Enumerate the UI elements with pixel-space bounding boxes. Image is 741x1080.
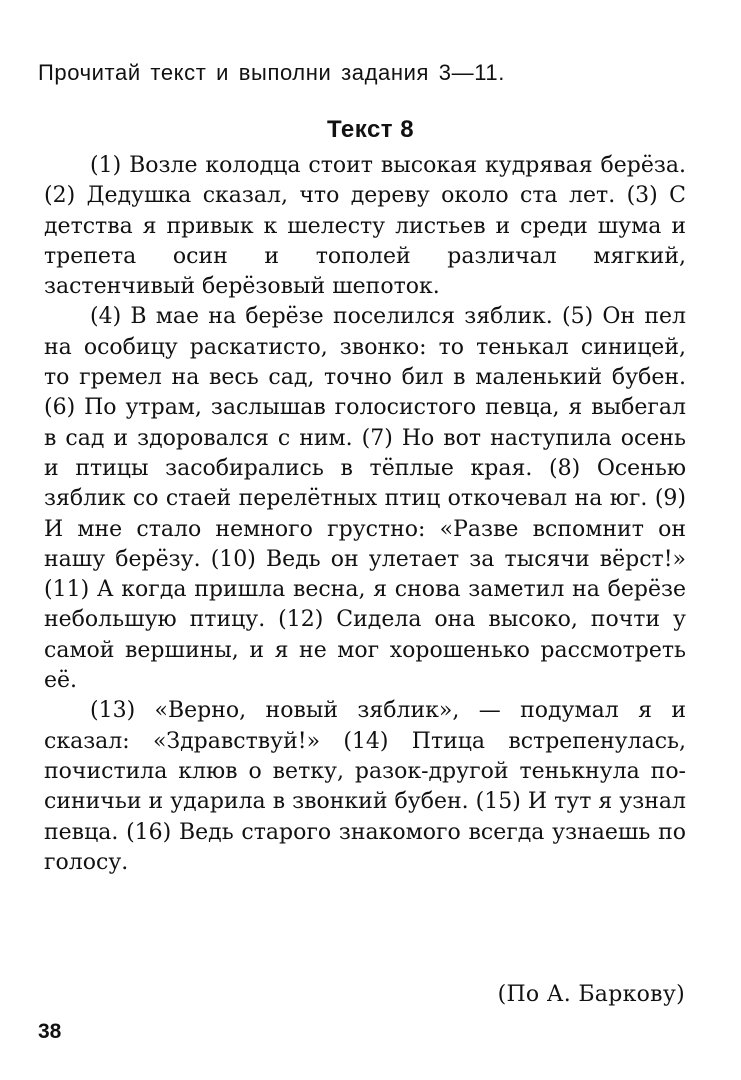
paragraph: (13) «Верно, новый зяблик», — подумал я и сказал: «Здравствуй!» (14) Птица встрепенулась, почистила клюв о ветку, разок-другой тенькнула по-синичьи и ударила в звонкий бубен. (15) И тут я узнал певца. (16) Ведь старого знакомого всегда узнаешь по голосу. — [44, 698, 686, 875]
reading-text — [44, 151, 686, 878]
paragraph: (4) В мае на берёзе поселился зяблик. (5) Он пел на особицу раскатисто, звонко: то тенькал синицей, то гремел на весь сад, точно бил в маленький бубен. (6) По утрам, заслышав голосистого певца, я выбегал в сад и здоровался с ним. (7) Но вот наступила осень и птицы засобирались в тёплые края. (8) Осенью зяблик со стаей перелётных птиц откочевал на юг. (9) И мне стало немного грустно: «Разве вспомнит он нашу берёзу. (10) Ведь он улетает за тысячи вёрст!» (11) А когда пришла весна, я снова заметил на берёзе небольшую птицу. (12) Сидела она высоко, почти у самой вершины, и я не мог хорошенько рассмотреть её. — [44, 304, 686, 694]
task-instruction: Прочитай текст и выполни задания 3—11. — [38, 60, 505, 85]
page-number: 38 — [38, 1020, 62, 1043]
paragraph: (1) Возле колодца стоит высокая кудрявая берёза. (2) Дедушка сказал, что дереву около ста лет. (3) С детства я привык к шелесту листьев и среди шума и трепета осин и тополей различал мягкий, застенчивый берёзовый шепоток. — [44, 153, 686, 300]
author-attribution: (По А. Баркову) — [497, 982, 685, 1007]
text-title: Текст 8 — [326, 116, 415, 143]
